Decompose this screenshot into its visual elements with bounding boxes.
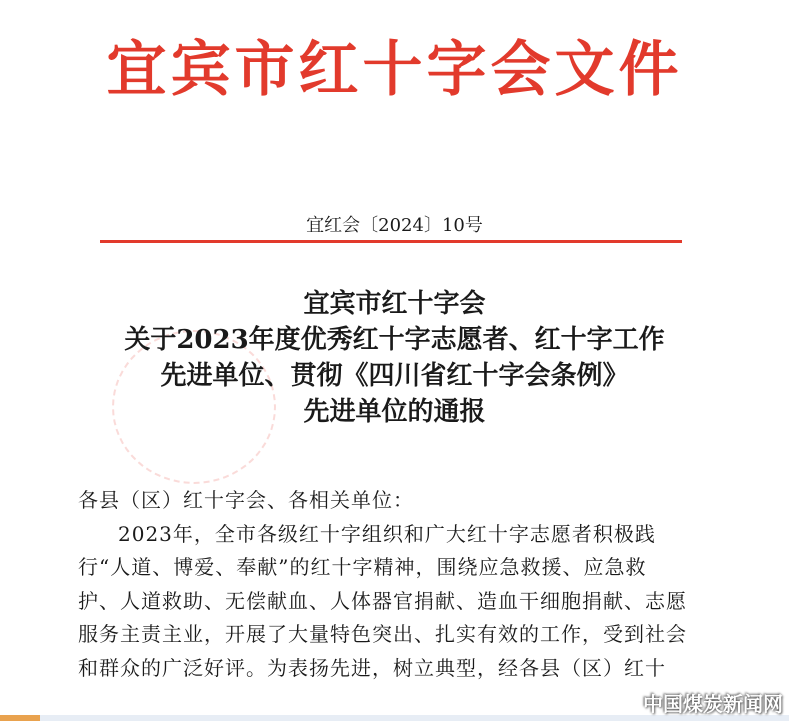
document-title bbox=[0, 286, 789, 430]
site-watermark: 中国煤炭新闻网 bbox=[643, 692, 783, 716]
document-number: 宜红会〔2024〕10号 bbox=[306, 215, 483, 236]
salutation: 各县（区）红十字会、各相关单位： bbox=[78, 488, 414, 512]
title-line-4: 先进单位的通报 bbox=[303, 397, 486, 427]
body-paragraph: 2023年，全市各级红十字组织和广大红十字志愿者积极践行“人道、博爱、奉献”的红十字精神，围绕应急救援、应急救护、人道救助、无偿献血、人体器官捐献、造血干细胞捐献、志愿服务主责主业，开展了大量特色突出、扎实有效的工作，受到社会和群众的广泛好评。为表扬先进，树立典型，经各县（区）红十 bbox=[78, 521, 687, 680]
document-masthead: 宜宾市红十字会文件 bbox=[106, 35, 683, 105]
title-line-2: 关于2023年度优秀红十字志愿者、红十字工作 bbox=[124, 325, 665, 355]
title-line-1: 宜宾市红十字会 bbox=[303, 289, 486, 319]
red-divider-line bbox=[100, 240, 682, 243]
document-body bbox=[78, 484, 688, 685]
title-line-3: 先进单位、贯彻《四川省红十字会条例》 bbox=[160, 361, 629, 391]
